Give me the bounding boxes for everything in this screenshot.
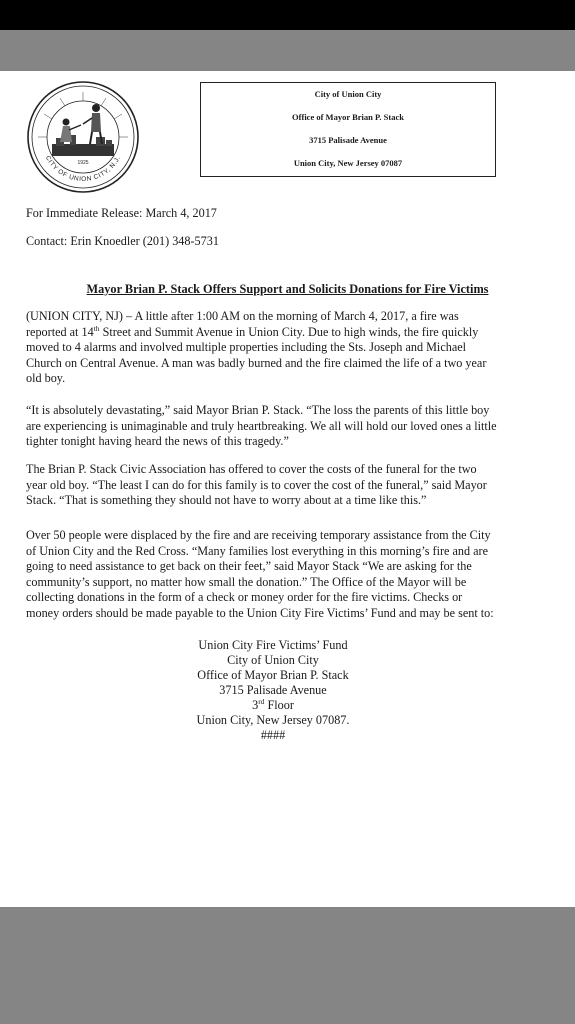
address-city: City of Union City (314, 89, 382, 99)
address-office: Office of Mayor Brian P. Stack (292, 112, 404, 122)
text-run: Floor (264, 698, 294, 712)
address-city-state: Union City, New Jersey 07087 (293, 158, 403, 168)
text-run: The Brian P. Stack Civic Association has offered to cover the costs of the funeral for the two (26, 462, 477, 476)
seal-ring-text: CITY OF UNION CITY, N.J. (43, 154, 123, 184)
text-line (26, 575, 541, 591)
paragraph-intro (26, 309, 541, 387)
text-line (26, 434, 541, 450)
text-run: 3 (252, 698, 259, 712)
city-seal-graphic (26, 80, 140, 194)
press-contact: Contact: Erin Knoedler (201) 348-5731 (26, 234, 219, 248)
top-gray-band (0, 30, 575, 71)
text-line (26, 356, 541, 372)
text-run: money orders should be made payable to the Union City Fire Victims’ Fund and may be sent to: (26, 605, 494, 620)
text-run: community’s support, no matter how small the donation.” The Office of the Mayor will be (26, 574, 467, 589)
text-run: 3715 Palisade Avenue (219, 683, 327, 697)
text-run: are experiencing is unimaginable and truly heartbreaking. We all will hold our loved ones a little (26, 418, 497, 433)
text-line (26, 419, 541, 435)
text-run: #### (260, 728, 286, 742)
text-line (150, 668, 396, 683)
top-black-bar (0, 0, 575, 30)
text-run: reported at 14 (26, 324, 94, 339)
text-run: (UNION CITY, NJ) – A little after 1:00 AM on the morning of March 4, 2017, a fire was (26, 309, 459, 323)
bottom-gray-band (0, 907, 575, 1024)
text-run: Stack. “That is something they should not have to worry about at a time like this.” (26, 493, 427, 508)
mayor-office-address-box (200, 82, 496, 177)
text-line (26, 528, 541, 544)
paragraph-donations (26, 528, 541, 622)
text-line (26, 590, 541, 606)
seal-year: 1925 (77, 160, 89, 166)
text-line (150, 698, 396, 713)
release-date: For Immediate Release: March 4, 2017 (26, 206, 217, 220)
text-run: of Union City and the Red Cross. “Many families lost everything in this morning’s fire and are (26, 543, 489, 558)
text-line (26, 462, 541, 478)
text-run: Union City Fire Victims’ Fund (198, 638, 348, 652)
city-seal (26, 80, 140, 194)
text-line (26, 606, 541, 622)
text-line (150, 653, 396, 668)
address-street: 3715 Palisade Avenue (309, 135, 387, 145)
paragraph-mayor-quote (26, 403, 541, 450)
donation-mailing-address (150, 638, 396, 743)
text-line (26, 559, 541, 575)
svg-text:CITY OF UNION CITY, N.J. (44, 155, 122, 183)
text-run: City of Union City (227, 653, 319, 667)
text-run: moved to 4 alarms and involved multiple properties including the Sts. Joseph and Michael (26, 340, 467, 355)
text-line (150, 713, 396, 728)
text-run: collecting donations in the form of a check or money order for the fire victims. Checks or (26, 590, 463, 605)
text-run: Office of Mayor Brian P. Stack (197, 668, 349, 682)
text-line (150, 728, 396, 743)
text-run: Union City, New Jersey 07087. (196, 713, 350, 727)
text-line (26, 544, 541, 560)
text-run: “It is absolutely devastating,” said Mayor Brian P. Stack. “The loss the parents of this little boy (26, 403, 490, 417)
text-line (26, 309, 541, 325)
text-run: Church on Central Avenue. A man was badly burned and the fire claimed the life of a two year (26, 355, 487, 370)
text-run: going to need assistance to get back on their feet,” said Mayor Stack “We are asking for the (26, 559, 472, 574)
text-line (150, 638, 396, 653)
text-line (26, 325, 541, 341)
text-line (26, 340, 541, 356)
superscript: rd (258, 696, 265, 706)
paragraph-funeral-costs (26, 462, 541, 509)
superscript: th (93, 323, 100, 333)
text-line (26, 478, 541, 494)
text-run: old boy. (26, 371, 66, 386)
text-run: Street and Summit Avenue in Union City. Due to high winds, the fire quickly (99, 324, 479, 339)
press-release-headline: Mayor Brian P. Stack Offers Support and Solicits Donations for Fire Victims (86, 282, 489, 296)
text-run: Over 50 people were displaced by the fire and are receiving temporary assistance from the City (26, 528, 491, 542)
text-run: tighter tonight having heard the news of this tragedy.” (26, 434, 289, 449)
text-line (26, 403, 541, 419)
text-line (150, 683, 396, 698)
text-line (26, 371, 541, 387)
text-run: year old boy. “The least I can do for this family is to cover the cost of the funeral,” said Mayor (26, 477, 487, 492)
text-line (26, 493, 541, 509)
